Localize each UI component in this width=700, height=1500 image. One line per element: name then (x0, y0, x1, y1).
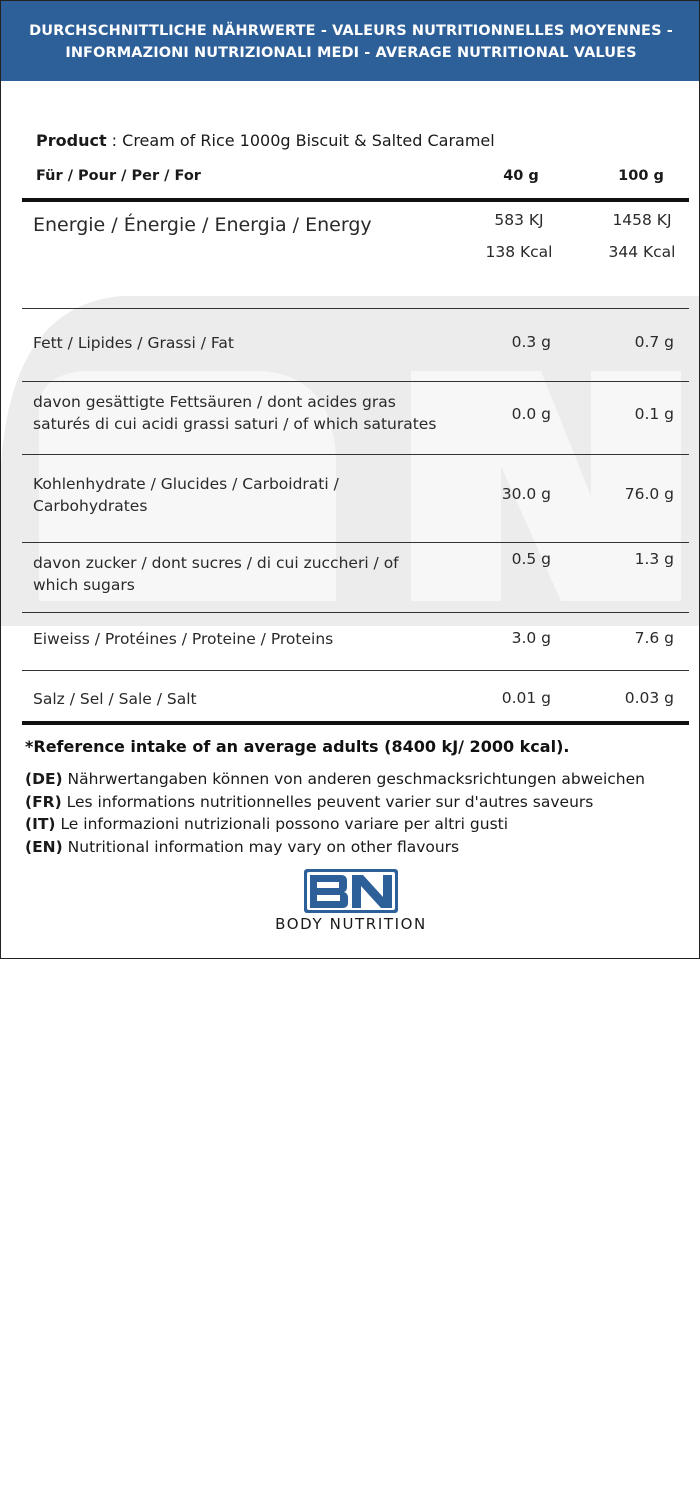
sugars-label-line-1: davon zucker / dont sucres / di cui zuccheri / of (33, 554, 399, 572)
note-it (25, 813, 645, 836)
salt-label: Salz / Sel / Sale / Salt (33, 690, 197, 708)
carbs-label (33, 473, 339, 517)
note-it-code: (IT) (25, 815, 56, 833)
energy-kj-100: 1458 KJ (612, 211, 672, 229)
saturates-100: 0.1 g (634, 405, 674, 423)
note-en-text: Nutritional information may vary on other flavours (62, 837, 460, 856)
note-fr-text: Les informations nutritionnelles peuvent varier sur d'autres saveurs (61, 792, 594, 811)
column-header-40g: 40 g (503, 168, 539, 184)
note-it-text: Le informazioni nutrizionali possono variare per altri gusti (55, 815, 509, 833)
saturates-40: 0.0 g (511, 405, 551, 423)
bn-logo-mark (251, 867, 451, 915)
row-divider (22, 308, 689, 309)
fat-40: 0.3 g (511, 333, 551, 351)
fat-100: 0.7 g (634, 333, 674, 351)
product-label: Product (36, 131, 107, 150)
nutrition-header (1, 1, 700, 81)
row-divider (22, 542, 689, 543)
product-line (36, 131, 495, 150)
carbs-label-line-1: Kohlenhydrate / Glucides / Carboidrati / (33, 475, 339, 493)
reference-intake-note: *Reference intake of an average adults (8400 kJ/ 2000 kcal). (25, 737, 570, 756)
sugars-100: 1.3 g (634, 550, 674, 568)
row-divider (22, 670, 689, 671)
row-divider (22, 381, 689, 382)
note-en-code: (EN) (25, 837, 63, 856)
note-fr (25, 791, 645, 814)
table-top-rule (22, 198, 689, 202)
header-line-2: INFORMAZIONI NUTRIZIONALI MEDI - AVERAGE NUTRITIONAL VALUES (65, 45, 637, 61)
saturates-label (33, 391, 436, 435)
table-bottom-rule (22, 721, 689, 725)
energy-kcal-40: 138 Kcal (485, 243, 553, 261)
protein-40: 3.0 g (511, 629, 551, 647)
sugars-label (33, 552, 399, 596)
salt-40: 0.01 g (501, 689, 551, 707)
note-de-text: Nährwertangaben können von anderen geschmacksrichtungen abweichen (62, 770, 645, 788)
flavour-disclaimer (25, 768, 645, 858)
protein-label: Eiweiss / Protéines / Proteine / Proteins (33, 630, 334, 648)
product-name: : Cream of Rice 1000g Biscuit & Salted Caramel (106, 131, 495, 150)
energy-kcal-100: 344 Kcal (608, 243, 676, 261)
column-header-label: Für / Pour / Per / For (36, 168, 201, 184)
sugars-label-line-2: which sugars (33, 576, 135, 594)
salt-100: 0.03 g (624, 689, 674, 707)
row-divider (22, 612, 689, 613)
energy-kj-40: 583 KJ (494, 211, 544, 229)
row-divider (22, 454, 689, 455)
energy-label: Energie / Énergie / Energia / Energy (33, 214, 372, 236)
note-de-code: (DE) (25, 770, 63, 788)
body-nutrition-logo (251, 867, 451, 937)
carbs-40: 30.0 g (501, 485, 551, 503)
carbs-100: 76.0 g (624, 485, 674, 503)
column-header-100g: 100 g (618, 168, 664, 184)
header-line-1: DURCHSCHNITTLICHE NÄHRWERTE - VALEURS NUTRITIONNELLES MOYENNES - (29, 23, 673, 39)
note-de (25, 768, 645, 791)
protein-100: 7.6 g (634, 629, 674, 647)
fat-label: Fett / Lipides / Grassi / Fat (33, 334, 234, 352)
carbs-label-line-2: Carbohydrates (33, 497, 148, 515)
logo-wordmark: BODY NUTRITION (275, 915, 427, 933)
saturates-label-line-1: davon gesättigte Fettsäuren / dont acides gras (33, 393, 396, 411)
sugars-40: 0.5 g (511, 550, 551, 568)
saturates-label-line-2: saturés di cui acidi grassi saturi / of which saturates (33, 415, 437, 433)
note-en (25, 836, 645, 859)
note-fr-code: (FR) (25, 792, 62, 811)
